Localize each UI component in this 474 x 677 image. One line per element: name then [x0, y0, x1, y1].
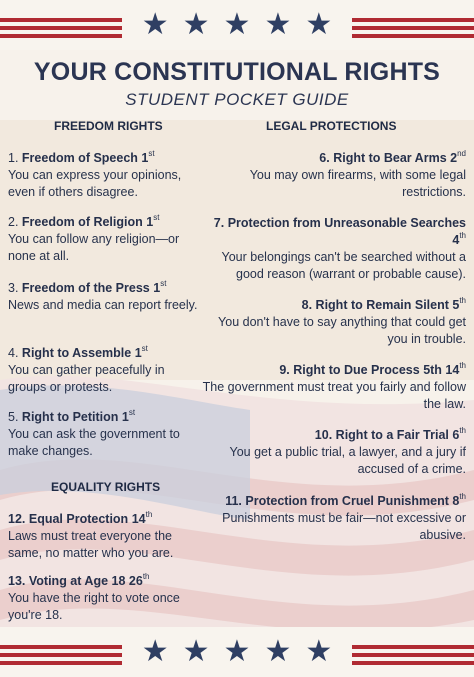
right-name: Freedom of the Press [21, 281, 150, 295]
item-number: 9. [279, 363, 290, 377]
right-item [8, 573, 198, 624]
item-number: 11. [225, 494, 242, 508]
right-name: Right to Remain Silent [315, 298, 449, 312]
amendment-suffix: st [141, 344, 148, 353]
right-name: Right to Petition [21, 410, 119, 424]
right-name: Protection from Unreasonable Searches [227, 216, 466, 230]
amendment-number: 1 [121, 410, 129, 424]
amendment-number: 14 [131, 512, 146, 526]
item-number: 10. [314, 428, 333, 442]
star-icon: ★ [223, 635, 251, 668]
right-description: You can gather peacefully in groups or protests. [8, 363, 165, 394]
equality-rights-heading: EQUALITY RIGHTS [51, 480, 161, 494]
item-number: 5. [8, 410, 19, 424]
right-description: Punishments must be fair—not excessive or abusive. [222, 511, 466, 542]
amendment-suffix: th [142, 572, 150, 581]
right-description: You get a public trial, a lawyer, and a jury if accused of a crime. [229, 445, 466, 476]
right-item [201, 150, 466, 201]
item-number: 12. [8, 512, 26, 526]
right-name: Voting at Age 18 [28, 574, 126, 588]
star-icon: ★ [182, 8, 210, 41]
right-name: Right to Due Process [293, 363, 420, 377]
right-description: You may own firearms, with some legal restrictions. [249, 168, 466, 199]
right-description: You can follow any religion—or none at all. [8, 232, 180, 263]
amendment-suffix: st [148, 149, 155, 158]
amendment-suffix: th [459, 426, 466, 435]
amendment-suffix: nd [457, 149, 466, 158]
right-name: Equal Protection [28, 512, 129, 526]
amendment-suffix: th [459, 296, 466, 305]
right-item [201, 427, 466, 478]
item-number: 6. [319, 151, 330, 165]
right-description: Your belongings can't be searched without a good reason (warrant or probable cause). [221, 250, 466, 281]
star-icon: ★ [223, 8, 251, 41]
right-name: Protection from Cruel Punishment [245, 494, 449, 508]
legal-protections-heading: LEGAL PROTECTIONS [266, 119, 397, 133]
item-number: 3. [8, 281, 19, 295]
amendment-number: 8 [452, 494, 460, 508]
amendment-suffix: th [459, 231, 466, 240]
right-description: News and media can report freely. [8, 298, 198, 312]
right-description: You can ask the government to make changes. [8, 427, 180, 458]
right-item [8, 511, 198, 562]
star-icon: ★ [264, 635, 292, 668]
amendment-suffix: th [459, 492, 466, 501]
right-description: Laws must treat everyone the same, no matter who you are. [8, 529, 174, 560]
item-number: 2. [8, 215, 19, 229]
amendment-number: 5th 14 [423, 363, 460, 377]
amendment-suffix: st [128, 408, 136, 417]
amendment-number: 1 [153, 281, 161, 295]
right-item [8, 280, 198, 314]
right-item [8, 150, 198, 201]
item-number: 8. [301, 298, 313, 312]
right-item [201, 297, 466, 348]
amendment-number: 2 [450, 151, 458, 165]
right-name: Freedom of Speech [21, 151, 138, 165]
right-item [201, 215, 466, 283]
item-number: 13. [8, 574, 26, 588]
right-item [8, 409, 198, 460]
right-item [8, 214, 198, 265]
amendment-number: 4 [452, 233, 460, 247]
amendment-number: 1 [146, 215, 154, 229]
item-number: 4. [8, 346, 19, 360]
right-name: Right to Assemble [21, 346, 132, 360]
right-item [201, 493, 466, 544]
right-name: Right to Bear Arms [333, 151, 447, 165]
right-name: Freedom of Religion [21, 215, 143, 229]
freedom-rights-heading: FREEDOM RIGHTS [54, 119, 163, 133]
amendment-number: 26 [128, 574, 143, 588]
right-description: You don't have to say anything that could get you in trouble. [218, 315, 466, 346]
amendment-suffix: st [160, 279, 167, 288]
amendment-suffix: st [153, 213, 160, 222]
page-title: YOUR CONSTITUTIONAL RIGHTS [33, 58, 441, 86]
item-number: 1. [8, 151, 19, 165]
item-number: 7. [213, 216, 225, 230]
right-item [8, 345, 198, 396]
amendment-number: 1 [134, 346, 142, 360]
star-icon: ★ [264, 8, 292, 41]
star-icon: ★ [305, 8, 333, 41]
right-description: You can express your opinions, even if others disagree. [8, 168, 182, 199]
amendment-number: 5 [452, 298, 460, 312]
right-name: Right to a Fair Trial [335, 428, 449, 442]
star-icon: ★ [141, 8, 169, 41]
right-description: You have the right to vote once you're 18. [8, 591, 180, 622]
star-icon: ★ [182, 635, 210, 668]
right-item [201, 362, 466, 413]
amendment-suffix: th [145, 510, 153, 519]
star-icon: ★ [305, 635, 333, 668]
amendment-suffix: th [459, 361, 466, 370]
amendment-number: 1 [141, 151, 149, 165]
star-icon: ★ [141, 635, 169, 668]
amendment-number: 6 [452, 428, 460, 442]
right-description: The government must treat you fairly and follow the law. [202, 380, 466, 411]
page-subtitle: STUDENT POCKET GUIDE [125, 90, 349, 109]
